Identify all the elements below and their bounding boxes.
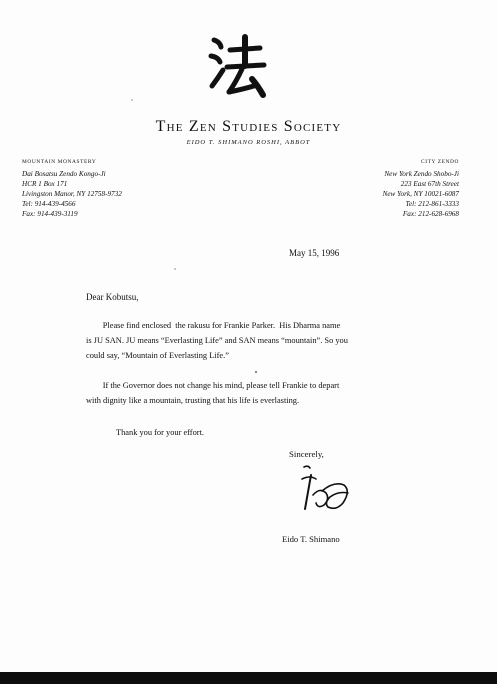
abbot-line: EIDO T. SHIMANO ROSHI, ABBOT <box>186 139 311 146</box>
paper-speck <box>174 268 176 270</box>
signer-name: Eido T. Shimano <box>282 534 340 544</box>
paragraph-1 <box>86 318 348 363</box>
address-line: Dai Bosatsu Zendo Kongo-Ji <box>22 170 106 178</box>
address-line: Livingston Manor, NY 12758-9732 <box>22 190 122 198</box>
paragraph-3: Thank you for your effort. <box>116 428 204 437</box>
address-line: New York Zendo Shobo-Ji <box>384 170 459 178</box>
address-line: New York, NY 10021-6087 <box>382 190 459 198</box>
address-header: CITY ZENDO <box>421 159 459 165</box>
phone-line: Tel: 212-861-3333 <box>405 200 459 208</box>
letter-date: May 15, 1996 <box>289 248 340 258</box>
paragraph-line: is JU SAN. JU means “Everlasting Life” and SAN means “mountain”. So you <box>86 336 348 345</box>
paragraph-line: If the Governor does not change his mind, please tell Frankie to depart <box>86 381 340 390</box>
dharma-calligraphy-logo <box>208 34 268 106</box>
paragraph-line: Please find enclosed the rakusu for Frankie Parker. His Dharma name <box>86 321 341 330</box>
paragraph-2 <box>86 378 339 408</box>
closing: Sincerely, <box>289 449 324 459</box>
address-line: 223 East 67th Street <box>400 180 459 188</box>
paragraph-line: could say, “Mountain of Everlasting Life.” <box>86 351 229 360</box>
paper-speck <box>131 99 133 101</box>
mountain-monastery-address <box>22 157 122 219</box>
phone-line: Tel: 914-439-4566 <box>22 200 76 208</box>
scan-edge <box>0 672 497 684</box>
handwritten-signature <box>296 459 356 517</box>
paper-speck <box>255 371 257 373</box>
paragraph-line: with dignity like a mountain, trusting that his life is everlasting. <box>86 396 300 405</box>
fax-line: Fax: 914-439-3119 <box>22 210 78 218</box>
fax-line: Fax: 212-628-6968 <box>402 210 459 218</box>
address-header: MOUNTAIN MONASTERY <box>22 159 97 165</box>
address-line: HCR 1 Box 171 <box>22 180 68 188</box>
org-name: The Zen Studies Society <box>155 118 342 135</box>
salutation: Dear Kobutsu, <box>86 292 139 302</box>
city-zendo-address <box>383 157 459 219</box>
